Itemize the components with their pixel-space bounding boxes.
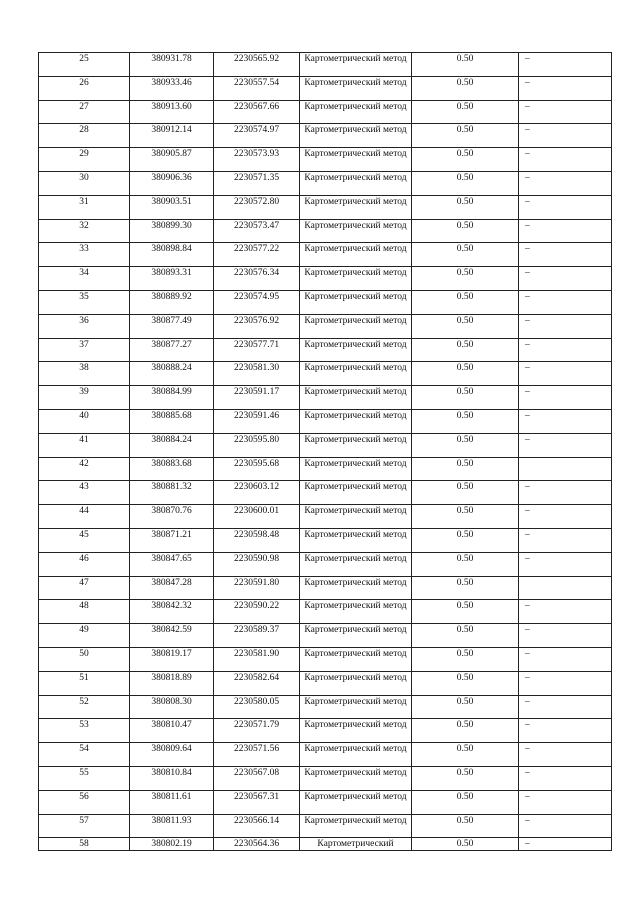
point-number-cell: 30 bbox=[39, 171, 130, 195]
table-row bbox=[39, 314, 612, 338]
point-number-cell: 32 bbox=[39, 219, 130, 243]
accuracy-cell: 0.50 bbox=[412, 362, 519, 386]
y-coordinate-cell: 2230595.80 bbox=[214, 433, 300, 457]
accuracy-cell: 0.50 bbox=[412, 695, 519, 719]
point-number-cell: 29 bbox=[39, 148, 130, 172]
method-cell: Картометрический метод bbox=[300, 290, 412, 314]
table-row bbox=[39, 624, 612, 648]
table-row bbox=[39, 76, 612, 100]
y-coordinate-cell: 2230566.14 bbox=[214, 814, 300, 838]
x-coordinate-cell: 380931.78 bbox=[130, 53, 214, 77]
point-number-cell: 28 bbox=[39, 124, 130, 148]
table-row bbox=[39, 290, 612, 314]
description-cell: – bbox=[519, 528, 612, 552]
accuracy-cell: 0.50 bbox=[412, 338, 519, 362]
method-cell: Картометрический метод bbox=[300, 790, 412, 814]
description-cell: – bbox=[519, 838, 612, 850]
accuracy-cell: 0.50 bbox=[412, 171, 519, 195]
x-coordinate-cell: 380889.92 bbox=[130, 290, 214, 314]
method-cell: Картометрический метод bbox=[300, 647, 412, 671]
method-cell: Картометрический метод bbox=[300, 409, 412, 433]
point-number-cell: 43 bbox=[39, 481, 130, 505]
y-coordinate-cell: 2230557.54 bbox=[214, 76, 300, 100]
y-coordinate-cell: 2230574.95 bbox=[214, 290, 300, 314]
accuracy-cell: 0.50 bbox=[412, 647, 519, 671]
accuracy-cell: 0.50 bbox=[412, 290, 519, 314]
x-coordinate-cell: 380871.21 bbox=[130, 528, 214, 552]
point-number-cell: 33 bbox=[39, 243, 130, 267]
method-cell: Картометрический метод bbox=[300, 362, 412, 386]
description-cell: – bbox=[519, 695, 612, 719]
method-cell: Картометрический метод bbox=[300, 600, 412, 624]
point-number-cell: 46 bbox=[39, 552, 130, 576]
method-cell: Картометрический метод bbox=[300, 148, 412, 172]
accuracy-cell: 0.50 bbox=[412, 719, 519, 743]
table-row bbox=[39, 838, 612, 850]
description-cell: – bbox=[519, 743, 612, 767]
method-cell: Картометрический bbox=[300, 838, 412, 850]
description-cell: – bbox=[519, 290, 612, 314]
x-coordinate-cell: 380819.17 bbox=[130, 647, 214, 671]
method-cell: Картометрический метод bbox=[300, 528, 412, 552]
x-coordinate-cell: 380842.59 bbox=[130, 624, 214, 648]
x-coordinate-cell: 380847.65 bbox=[130, 552, 214, 576]
y-coordinate-cell: 2230571.56 bbox=[214, 743, 300, 767]
method-cell: Картометрический метод bbox=[300, 695, 412, 719]
table-row bbox=[39, 148, 612, 172]
description-cell: – bbox=[519, 719, 612, 743]
method-cell: Картометрический метод bbox=[300, 195, 412, 219]
method-cell: Картометрический метод bbox=[300, 433, 412, 457]
y-coordinate-cell: 2230581.90 bbox=[214, 647, 300, 671]
x-coordinate-cell: 380808.30 bbox=[130, 695, 214, 719]
method-cell: Картометрический метод bbox=[300, 719, 412, 743]
accuracy-cell: 0.50 bbox=[412, 243, 519, 267]
accuracy-cell: 0.50 bbox=[412, 124, 519, 148]
y-coordinate-cell: 2230573.47 bbox=[214, 219, 300, 243]
point-number-cell: 27 bbox=[39, 100, 130, 124]
y-coordinate-cell: 2230571.35 bbox=[214, 171, 300, 195]
x-coordinate-cell: 380883.68 bbox=[130, 457, 214, 481]
point-number-cell: 48 bbox=[39, 600, 130, 624]
description-cell: – bbox=[519, 362, 612, 386]
x-coordinate-cell: 380912.14 bbox=[130, 124, 214, 148]
table-row bbox=[39, 409, 612, 433]
table-row bbox=[39, 766, 612, 790]
accuracy-cell: 0.50 bbox=[412, 600, 519, 624]
y-coordinate-cell: 2230564.36 bbox=[214, 838, 300, 850]
method-cell: Картометрический метод bbox=[300, 743, 412, 767]
point-number-cell: 50 bbox=[39, 647, 130, 671]
y-coordinate-cell: 2230577.22 bbox=[214, 243, 300, 267]
x-coordinate-cell: 380802.19 bbox=[130, 838, 214, 850]
x-coordinate-cell: 380888.24 bbox=[130, 362, 214, 386]
description-cell: – bbox=[519, 647, 612, 671]
method-cell: Картометрический метод bbox=[300, 314, 412, 338]
description-cell: – bbox=[519, 195, 612, 219]
description-cell: – bbox=[519, 53, 612, 77]
x-coordinate-cell: 380933.46 bbox=[130, 76, 214, 100]
table-row bbox=[39, 576, 612, 600]
table-row bbox=[39, 695, 612, 719]
table-row bbox=[39, 171, 612, 195]
table-row bbox=[39, 457, 612, 481]
x-coordinate-cell: 380906.36 bbox=[130, 171, 214, 195]
point-number-cell: 49 bbox=[39, 624, 130, 648]
method-cell: Картометрический метод bbox=[300, 552, 412, 576]
point-number-cell: 41 bbox=[39, 433, 130, 457]
x-coordinate-cell: 380877.49 bbox=[130, 314, 214, 338]
y-coordinate-cell: 2230591.80 bbox=[214, 576, 300, 600]
accuracy-cell: 0.50 bbox=[412, 552, 519, 576]
x-coordinate-cell: 380905.87 bbox=[130, 148, 214, 172]
accuracy-cell: 0.50 bbox=[412, 838, 519, 850]
accuracy-cell: 0.50 bbox=[412, 433, 519, 457]
accuracy-cell: 0.50 bbox=[412, 314, 519, 338]
method-cell: Картометрический метод bbox=[300, 100, 412, 124]
x-coordinate-cell: 380870.76 bbox=[130, 505, 214, 529]
y-coordinate-cell: 2230591.17 bbox=[214, 386, 300, 410]
y-coordinate-cell: 2230572.80 bbox=[214, 195, 300, 219]
y-coordinate-cell: 2230567.66 bbox=[214, 100, 300, 124]
method-cell: Картометрический метод bbox=[300, 243, 412, 267]
table-row bbox=[39, 53, 612, 77]
x-coordinate-cell: 380810.84 bbox=[130, 766, 214, 790]
description-cell: – bbox=[519, 219, 612, 243]
description-cell: – bbox=[519, 267, 612, 291]
y-coordinate-cell: 2230567.08 bbox=[214, 766, 300, 790]
method-cell: Картометрический метод bbox=[300, 576, 412, 600]
description-cell: – bbox=[519, 433, 612, 457]
table-row bbox=[39, 433, 612, 457]
method-cell: Картометрический метод bbox=[300, 505, 412, 529]
point-number-cell: 55 bbox=[39, 766, 130, 790]
y-coordinate-cell: 2230573.93 bbox=[214, 148, 300, 172]
description-cell: – bbox=[519, 100, 612, 124]
x-coordinate-cell: 380877.27 bbox=[130, 338, 214, 362]
point-number-cell: 45 bbox=[39, 528, 130, 552]
accuracy-cell: 0.50 bbox=[412, 671, 519, 695]
description-cell: – bbox=[519, 148, 612, 172]
accuracy-cell: 0.50 bbox=[412, 53, 519, 77]
description-cell: – bbox=[519, 409, 612, 433]
point-number-cell: 40 bbox=[39, 409, 130, 433]
point-number-cell: 26 bbox=[39, 76, 130, 100]
point-number-cell: 47 bbox=[39, 576, 130, 600]
table-row bbox=[39, 100, 612, 124]
method-cell: Картометрический метод bbox=[300, 219, 412, 243]
accuracy-cell: 0.50 bbox=[412, 766, 519, 790]
table-row bbox=[39, 243, 612, 267]
y-coordinate-cell: 2230581.30 bbox=[214, 362, 300, 386]
accuracy-cell: 0.50 bbox=[412, 576, 519, 600]
method-cell: Картометрический метод bbox=[300, 267, 412, 291]
point-number-cell: 31 bbox=[39, 195, 130, 219]
y-coordinate-cell: 2230590.22 bbox=[214, 600, 300, 624]
point-number-cell: 53 bbox=[39, 719, 130, 743]
table-row bbox=[39, 552, 612, 576]
description-cell: – bbox=[519, 481, 612, 505]
accuracy-cell: 0.50 bbox=[412, 457, 519, 481]
x-coordinate-cell: 380884.24 bbox=[130, 433, 214, 457]
point-number-cell: 56 bbox=[39, 790, 130, 814]
x-coordinate-cell: 380811.93 bbox=[130, 814, 214, 838]
point-number-cell: 57 bbox=[39, 814, 130, 838]
method-cell: Картометрический метод bbox=[300, 386, 412, 410]
method-cell: Картометрический метод bbox=[300, 481, 412, 505]
table-row bbox=[39, 481, 612, 505]
method-cell: Картометрический метод bbox=[300, 766, 412, 790]
description-cell: – bbox=[519, 552, 612, 576]
accuracy-cell: 0.50 bbox=[412, 409, 519, 433]
x-coordinate-cell: 380885.68 bbox=[130, 409, 214, 433]
point-number-cell: 58 bbox=[39, 838, 130, 850]
description-cell: – bbox=[519, 600, 612, 624]
table-row bbox=[39, 647, 612, 671]
point-number-cell: 39 bbox=[39, 386, 130, 410]
method-cell: Картометрический метод bbox=[300, 671, 412, 695]
point-number-cell: 52 bbox=[39, 695, 130, 719]
method-cell: Картометрический метод bbox=[300, 76, 412, 100]
point-number-cell: 51 bbox=[39, 671, 130, 695]
table-row bbox=[39, 124, 612, 148]
y-coordinate-cell: 2230600.01 bbox=[214, 505, 300, 529]
y-coordinate-cell: 2230576.92 bbox=[214, 314, 300, 338]
table-row bbox=[39, 600, 612, 624]
accuracy-cell: 0.50 bbox=[412, 481, 519, 505]
description-cell: – bbox=[519, 671, 612, 695]
y-coordinate-cell: 2230590.98 bbox=[214, 552, 300, 576]
y-coordinate-cell: 2230589.37 bbox=[214, 624, 300, 648]
method-cell: Картометрический метод bbox=[300, 124, 412, 148]
x-coordinate-cell: 380818.89 bbox=[130, 671, 214, 695]
x-coordinate-cell: 380810.47 bbox=[130, 719, 214, 743]
x-coordinate-cell: 380903.51 bbox=[130, 195, 214, 219]
x-coordinate-cell: 380811.61 bbox=[130, 790, 214, 814]
y-coordinate-cell: 2230571.79 bbox=[214, 719, 300, 743]
accuracy-cell: 0.50 bbox=[412, 528, 519, 552]
y-coordinate-cell: 2230598.48 bbox=[214, 528, 300, 552]
table-row bbox=[39, 790, 612, 814]
description-cell: – bbox=[519, 243, 612, 267]
accuracy-cell: 0.50 bbox=[412, 195, 519, 219]
coordinates-table-body bbox=[39, 53, 612, 851]
accuracy-cell: 0.50 bbox=[412, 148, 519, 172]
method-cell: Картометрический метод bbox=[300, 53, 412, 77]
method-cell: Картометрический метод bbox=[300, 171, 412, 195]
table-row bbox=[39, 386, 612, 410]
accuracy-cell: 0.50 bbox=[412, 790, 519, 814]
description-cell: – bbox=[519, 790, 612, 814]
description-cell: – bbox=[519, 386, 612, 410]
x-coordinate-cell: 380881.32 bbox=[130, 481, 214, 505]
method-cell: Картометрический метод bbox=[300, 338, 412, 362]
point-number-cell: 34 bbox=[39, 267, 130, 291]
table-row bbox=[39, 195, 612, 219]
accuracy-cell: 0.50 bbox=[412, 76, 519, 100]
description-cell: – bbox=[519, 124, 612, 148]
y-coordinate-cell: 2230576.34 bbox=[214, 267, 300, 291]
point-number-cell: 36 bbox=[39, 314, 130, 338]
point-number-cell: 42 bbox=[39, 457, 130, 481]
coordinates-table bbox=[38, 52, 612, 851]
point-number-cell: 35 bbox=[39, 290, 130, 314]
x-coordinate-cell: 380884.99 bbox=[130, 386, 214, 410]
description-cell: – bbox=[519, 76, 612, 100]
description-cell: – bbox=[519, 338, 612, 362]
table-row bbox=[39, 338, 612, 362]
table-row bbox=[39, 671, 612, 695]
table-row bbox=[39, 814, 612, 838]
x-coordinate-cell: 380899.30 bbox=[130, 219, 214, 243]
table-row bbox=[39, 719, 612, 743]
table-row bbox=[39, 743, 612, 767]
table-row bbox=[39, 505, 612, 529]
description-cell: – bbox=[519, 171, 612, 195]
description-cell: – bbox=[519, 624, 612, 648]
x-coordinate-cell: 380842.32 bbox=[130, 600, 214, 624]
point-number-cell: 37 bbox=[39, 338, 130, 362]
method-cell: Картометрический метод bbox=[300, 457, 412, 481]
y-coordinate-cell: 2230574.97 bbox=[214, 124, 300, 148]
x-coordinate-cell: 380893.31 bbox=[130, 267, 214, 291]
x-coordinate-cell: 380809.64 bbox=[130, 743, 214, 767]
y-coordinate-cell: 2230577.71 bbox=[214, 338, 300, 362]
x-coordinate-cell: 380847.28 bbox=[130, 576, 214, 600]
accuracy-cell: 0.50 bbox=[412, 267, 519, 291]
y-coordinate-cell: 2230595.68 bbox=[214, 457, 300, 481]
point-number-cell: 38 bbox=[39, 362, 130, 386]
point-number-cell: 54 bbox=[39, 743, 130, 767]
accuracy-cell: 0.50 bbox=[412, 505, 519, 529]
accuracy-cell: 0.50 bbox=[412, 386, 519, 410]
table-row bbox=[39, 219, 612, 243]
description-cell: – bbox=[519, 766, 612, 790]
description-cell bbox=[519, 576, 612, 600]
y-coordinate-cell: 2230567.31 bbox=[214, 790, 300, 814]
description-cell: – bbox=[519, 505, 612, 529]
accuracy-cell: 0.50 bbox=[412, 219, 519, 243]
table-row bbox=[39, 267, 612, 291]
y-coordinate-cell: 2230603.12 bbox=[214, 481, 300, 505]
y-coordinate-cell: 2230565.92 bbox=[214, 53, 300, 77]
table-row bbox=[39, 528, 612, 552]
y-coordinate-cell: 2230582.64 bbox=[214, 671, 300, 695]
method-cell: Картометрический метод bbox=[300, 814, 412, 838]
y-coordinate-cell: 2230580.05 bbox=[214, 695, 300, 719]
x-coordinate-cell: 380898.84 bbox=[130, 243, 214, 267]
accuracy-cell: 0.50 bbox=[412, 100, 519, 124]
point-number-cell: 44 bbox=[39, 505, 130, 529]
description-cell bbox=[519, 457, 612, 481]
description-cell: – bbox=[519, 814, 612, 838]
description-cell: – bbox=[519, 314, 612, 338]
table-row bbox=[39, 362, 612, 386]
x-coordinate-cell: 380913.60 bbox=[130, 100, 214, 124]
point-number-cell: 25 bbox=[39, 53, 130, 77]
method-cell: Картометрический метод bbox=[300, 624, 412, 648]
accuracy-cell: 0.50 bbox=[412, 814, 519, 838]
y-coordinate-cell: 2230591.46 bbox=[214, 409, 300, 433]
accuracy-cell: 0.50 bbox=[412, 624, 519, 648]
accuracy-cell: 0.50 bbox=[412, 743, 519, 767]
